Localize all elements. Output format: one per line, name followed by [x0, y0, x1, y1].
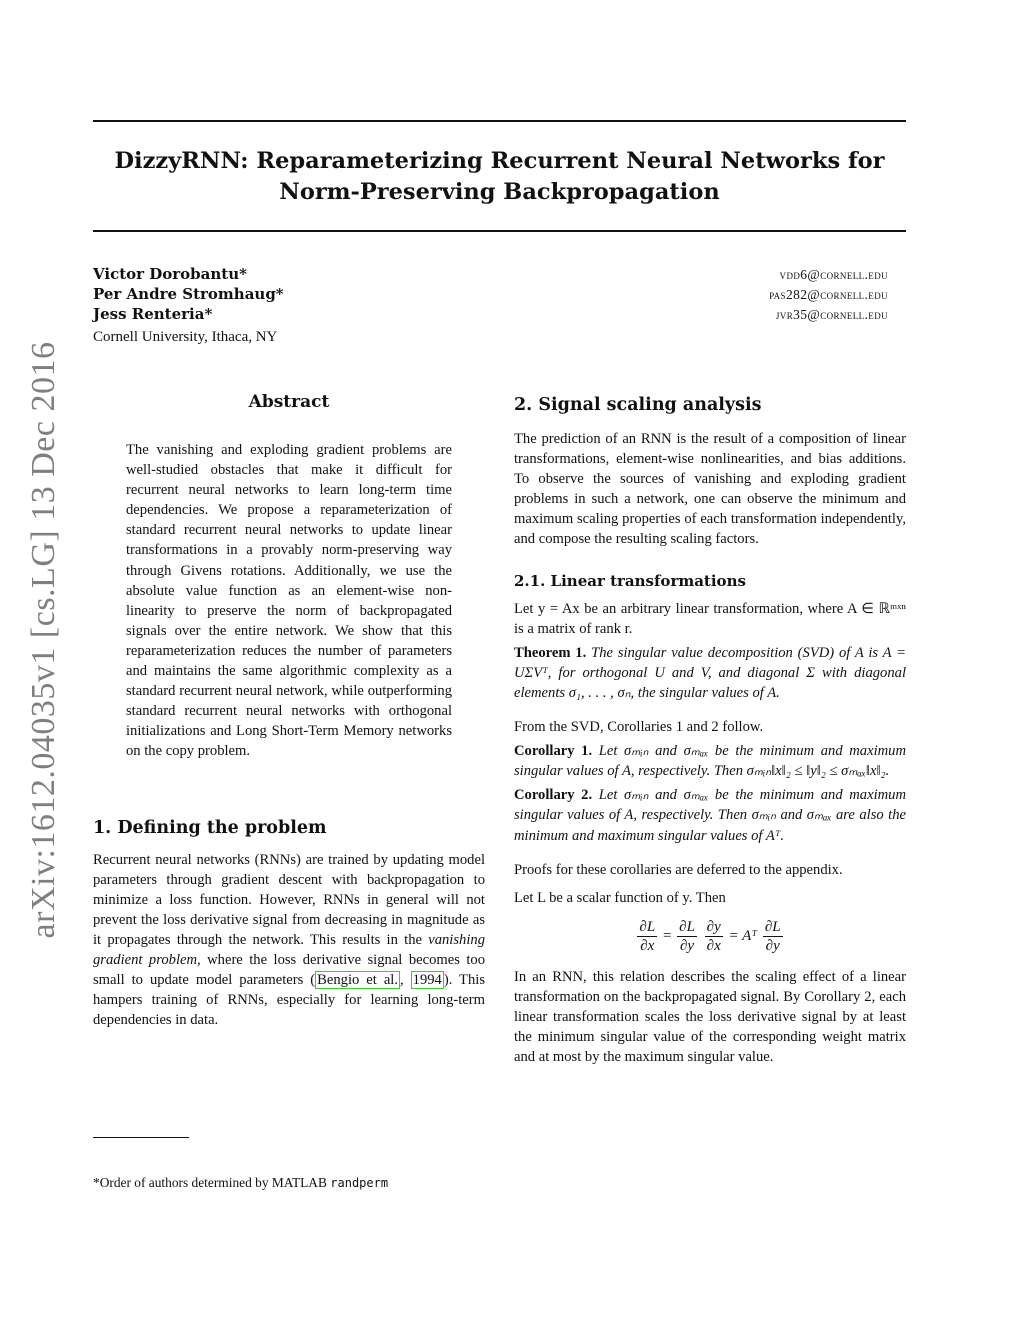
numerator: ∂L	[679, 918, 695, 935]
subsection-2-1-heading: 2.1. Linear transformations	[514, 571, 746, 590]
spacer	[514, 703, 906, 717]
theorem-1	[514, 643, 906, 703]
footnote	[93, 1175, 388, 1191]
arxiv-stamp: arXiv:1612.04035v1 [cs.LG] 13 Dec 2016	[25, 341, 62, 939]
fraction	[637, 918, 657, 955]
author-row	[93, 284, 893, 304]
author-email[interactable]: vdd6@cornell.edu	[779, 267, 888, 282]
author-row	[93, 264, 893, 284]
author-name: Per Andre Stromhaug*	[93, 285, 284, 303]
author-name: Jess Renteria*	[93, 305, 213, 323]
paper-title	[93, 146, 906, 208]
footnote-rule	[93, 1137, 189, 1138]
fraction	[705, 918, 723, 955]
author-row	[93, 304, 893, 324]
author-email[interactable]: jvr35@cornell.edu	[775, 307, 888, 322]
title-line-1: DizzyRNN: Reparameterizing Recurrent Neural Networks for	[114, 148, 885, 174]
corollary-1	[514, 741, 906, 781]
denominator: ∂y	[680, 937, 695, 954]
equals-sign: =	[662, 927, 672, 944]
theorem-label: Theorem 1.	[514, 644, 587, 661]
title-line-2: Norm-Preserving Backpropagation	[279, 179, 720, 205]
equals-transpose: = Aᵀ	[728, 927, 758, 944]
author-name: Victor Dorobantu*	[93, 265, 247, 283]
spacer	[514, 846, 906, 860]
svd-paragraph: From the SVD, Corollaries 1 and 2 follow.	[514, 719, 764, 736]
section-2-heading: 2. Signal scaling analysis	[514, 395, 762, 415]
title-rule-bottom	[93, 230, 906, 232]
emphasis-term: vanishing gradient problem	[93, 931, 485, 968]
author-email[interactable]: pas282@cornell.edu	[769, 287, 888, 302]
numerator: ∂y	[706, 918, 721, 935]
corollary-2	[514, 785, 906, 845]
abstract-text: The vanishing and exploding gradient problems are well-studied obstacles that make it difficult for recurrent neural networks to learn long-term time dependencies. We propose a reparameterization of standard recurrent neural networks to update linear transformations in a provably norm-preserving way through Givens rotations. Additionally, we use the absolute value function as an element-wise non-linearity to preserve the norm of backpropagated signals over the entire network. We show that this reparameterization reduces the number of parameters and maintains the same algorithmic complexity as a standard recurrent neural network, while outperforming standard recurrent neural networks with orthogonal initializations and Long Short-Term Memory networks on the copy problem.	[126, 442, 452, 760]
abstract-heading: Abstract	[248, 392, 330, 412]
denominator: ∂x	[706, 937, 721, 954]
corollary-label: Corollary 2.	[514, 787, 593, 804]
fraction	[677, 918, 697, 955]
corollary-text: Let σₘᵢₙ and σₘₐₓ be the minimum and maximum singular values of A, respectively. Then σₘᵢₙ and σₘₐₓ are also the minimum and maximum singular values of Aᵀ.	[514, 787, 907, 844]
citation-link[interactable]: Bengio et al.	[317, 972, 398, 989]
theorem-text: The singular value decomposition (SVD) of A is A = UΣVᵀ, for orthogonal U and V, and diagonal Σ with diagonal elements σ₁, . . . , σₙ, the singular values of A.	[514, 644, 906, 701]
corollary-label: Corollary 1.	[514, 743, 593, 760]
text-span: Recurrent neural networks (RNNs) are trained by updating model parameters through gradient descent with backpropagation to minimize a loss function. However, RNNs in general will not prevent the loss derivative signal from decreasing in magnitude as it propagates through the network. This results in the	[93, 851, 485, 948]
proofs-paragraph: Proofs for these corollaries are deferred to the appendix.	[514, 861, 843, 878]
affiliation: Cornell University, Ithaca, NY	[93, 329, 278, 345]
footnote-code: randperm	[330, 1176, 389, 1190]
scalar-function-paragraph: Let L be a scalar function of y. Then	[514, 889, 726, 906]
citation-year-link[interactable]: 1994	[412, 972, 442, 989]
chain-rule-equation	[514, 918, 906, 955]
scaling-effect-paragraph: In an RNN, this relation describes the scaling effect of a linear transformation on the backpropagated signal. By Corollary 2, each linear transformation scales the loss derivative signal by at least the minimum singular value of the corresponding weight matrix and at most by the maximum singular value.	[514, 968, 906, 1066]
footnote-text: *Order of authors determined by MATLAB	[93, 1175, 331, 1190]
text-span: , where the loss derivative signal becomes too small to update model parameters (	[93, 951, 485, 989]
linear-transform-paragraph: Let y = Ax be an arbitrary linear transformation, where A ∈ ℝᵐˣⁿ is a matrix of rank r.	[514, 600, 906, 637]
text-span: ). This hampers training of RNNs, especially for learning long-term dependencies in data.	[93, 972, 486, 1029]
section-1-heading: 1. Defining the problem	[93, 817, 327, 838]
left-column	[93, 392, 485, 1030]
numerator: ∂L	[639, 918, 656, 935]
author-block	[93, 264, 893, 324]
numerator: ∂L	[764, 918, 781, 935]
spacer	[514, 880, 906, 888]
denominator: ∂x	[640, 937, 655, 954]
corollary-text: Let σₘᵢₙ and σₘₐₓ be the minimum and maximum singular values of A, respectively. Then σₘᵢₙ‖x‖₂ ≤ ‖y‖₂ ≤ σₘₐₓ‖x‖₂.	[514, 743, 907, 780]
right-column	[514, 392, 906, 1067]
denominator: ∂y	[765, 937, 780, 954]
citation-separator: ,	[400, 972, 411, 989]
title-rule-top	[93, 120, 906, 122]
fraction	[763, 918, 783, 955]
section-1-paragraph	[93, 850, 485, 1031]
section-2-paragraph: The prediction of an RNN is the result of a composition of linear transformations, element-wise nonlinearities, and bias additions. To observe the sources of vanishing and exploding gradient problems in such a network, one can observe the minimum and maximum scaling properties of each transformation independently, and compose the resulting scaling factors.	[514, 431, 906, 548]
